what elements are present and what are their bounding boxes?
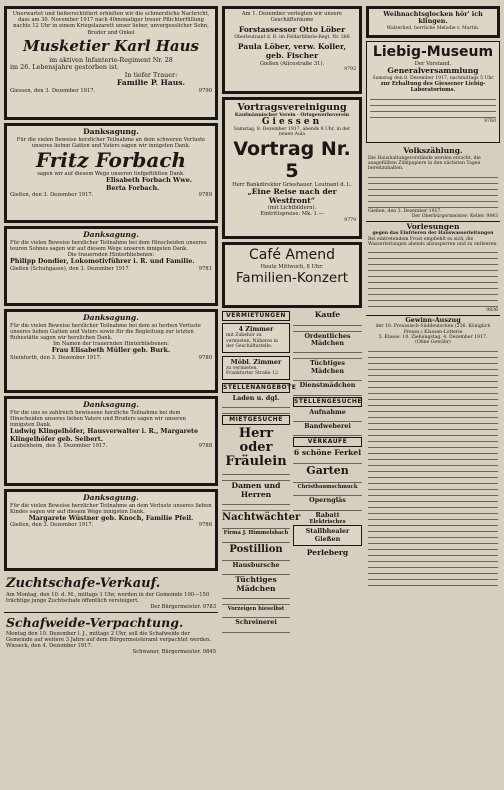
ad-name2: Paula Löber, verw. Koller, geb. Fischer bbox=[237, 42, 347, 60]
thanks-place-date: Gießen (Schuhgasse), den 3. Dezember 1917. 9781 bbox=[10, 265, 212, 272]
ad-code: 9792 bbox=[344, 66, 356, 72]
lecture-number: Vortrag Nr. 5 bbox=[233, 137, 351, 182]
xmas-title: Weihnachtsglocken hör' ich klingen. bbox=[383, 10, 483, 26]
classified-title: Möbl. Zimmer bbox=[230, 357, 282, 366]
section-header-wanted: MIETGESUCHE bbox=[222, 415, 290, 425]
ad-xmas-bells bbox=[366, 6, 500, 38]
classified-bandweberei: Bandweberei bbox=[304, 422, 351, 431]
ad-firm: Forstassessor Otto Löber bbox=[238, 25, 346, 35]
thanks-place-date: Laubenheim, den 3. Dezember 1917. 9788 bbox=[10, 443, 212, 450]
text-lines bbox=[293, 348, 362, 359]
museum-title: Liebig-Museum bbox=[372, 44, 494, 60]
obituary-age: im 26. Lebensjahre gestorben ist. bbox=[10, 63, 119, 72]
notice-body: Montag den 10. Dezember l. J., mittags 2 Uhr, soll die Schafweide der Gemeinde auf weitere 3 Jahre auf dem Bürgermeisteramt verpachtet werden. bbox=[6, 630, 211, 643]
classified-nachtwaechter: Nachtwächter bbox=[222, 512, 301, 524]
ad-line: Am 1. Dezember verlegten wir unsere Geschäftsräume bbox=[241, 11, 343, 24]
notice-title: Vorlesungen bbox=[406, 221, 460, 231]
lecture-tickets: Eintrittspreise: Mk. 1.— bbox=[260, 211, 324, 218]
notice-title: Schafweide-Verpachtung. bbox=[6, 614, 184, 630]
thanks-title: Danksagung. bbox=[83, 313, 139, 322]
ad-liebig-museum bbox=[366, 41, 500, 143]
notice-zuchtschafe bbox=[4, 574, 218, 612]
cafe-name: Café Amend bbox=[249, 247, 335, 263]
classified-garten: Garten bbox=[306, 464, 349, 478]
lecture-date: Samstag, 8. Dezember 1917, abends 8 Uhr, in der neuen Aula bbox=[233, 127, 351, 138]
ad-sub: Oberleutnant d. R. im Feldartillerie-Regt. Nr. 266 bbox=[234, 35, 350, 40]
text-lines bbox=[222, 594, 290, 605]
lottery-results bbox=[366, 315, 500, 588]
notice-signer: Schwaner, Bürgermeister. 9845 bbox=[132, 649, 216, 656]
notice-wasserleitungen bbox=[366, 221, 500, 315]
classified-damen: Damen und Herren bbox=[231, 481, 281, 499]
classified-firma: Firma J. Himmelsbach bbox=[223, 530, 289, 537]
thanks-dondier bbox=[4, 226, 218, 306]
notice-body: Am Montag, den 10. d. M., mittags 1 Uhr, werden in der Gemeinde 100—150 trächtige junge Zuchtschafe öffentlich versteigert. bbox=[6, 592, 210, 605]
classified-aufnahme: Aufnahme bbox=[309, 407, 346, 416]
column-death-notices bbox=[4, 6, 218, 784]
cafe-event: Familien-Konzert bbox=[235, 270, 349, 287]
classified-4-rooms bbox=[222, 323, 290, 353]
museum-code: 9760 bbox=[484, 118, 496, 124]
section-header-sales: VERKÄUFE bbox=[293, 437, 362, 447]
thanks-place-date: Steinfurth, den 3. Dezember 1917. 9780 bbox=[10, 354, 212, 361]
thanks-wuestner bbox=[4, 489, 218, 571]
classifieds-left bbox=[222, 311, 301, 634]
thanks-signer: Philipp Dondier, Lokomotivführer i. R. und Familie. bbox=[10, 257, 195, 266]
ad-lecture bbox=[222, 97, 362, 239]
text-lines bbox=[293, 431, 362, 436]
text-lines bbox=[222, 628, 290, 633]
thanks-mueller bbox=[4, 309, 218, 393]
notice-body: Bei eintretendem Frost empfiehlt es sich, die Wasserleitungen abends abzusperren und zu entleeren. bbox=[368, 236, 498, 248]
text-lines bbox=[293, 391, 362, 396]
obituary-mourning: In tiefer Trauer: bbox=[124, 70, 178, 79]
text-lines bbox=[293, 478, 362, 483]
thanks-title: Danksagung. bbox=[83, 400, 139, 409]
thanks-place-date: Gießen, den 3. Dezember 1917. 9786 bbox=[10, 522, 212, 529]
obituary-family: Familie P. Haus. bbox=[116, 78, 186, 88]
notice-place-date: Wieseck, den 4. Dezember 1917. bbox=[6, 643, 93, 650]
classified-operngläs: Operngläs bbox=[309, 496, 346, 505]
thanks-body: Für die uns so zahlreich bewiesene herzliche Teilnahme bei dem Hinscheiden unseres lieben Vaters und Bruders sagen wir unseren innigsten Dank. bbox=[10, 409, 187, 428]
classified-body: mit Zubehör zu vermieten. Näheres in der Geschäftsstelle. bbox=[226, 333, 279, 350]
classified-kaufe: Kaufe bbox=[314, 310, 341, 319]
text-lines bbox=[370, 95, 496, 118]
thanks-forbach bbox=[4, 123, 218, 223]
thanks-body: Für die vielen Beweise herzlicher Teilnahme bei dem so herben Verluste unseres lieben Gatten und Vaters sowie für die Begleitung zur letzten Ruhestätte sagen wir herzlichen Dank. bbox=[10, 322, 201, 341]
classified-title: 4 Zimmer bbox=[238, 325, 274, 333]
text-lines bbox=[222, 470, 290, 481]
classified-postillon: Postillion bbox=[229, 543, 283, 555]
text-lines bbox=[222, 500, 290, 511]
classified-dienstmaedchen: Dienstmädchen bbox=[299, 381, 356, 390]
lecture-subtitle: Kaufmännischer Verein · Ortsgewerbeverein bbox=[234, 113, 350, 118]
notice-place-date: Gießen, den 3. Dezember 1917. bbox=[368, 208, 442, 214]
section-header-seeking: STELLENGESUCHE bbox=[294, 397, 363, 405]
classified-elektrisches: Elektrisches bbox=[309, 519, 346, 526]
museum-event: Generalversammlung bbox=[387, 66, 479, 76]
notice-schafweide bbox=[4, 612, 218, 657]
classifieds-right bbox=[293, 311, 362, 634]
lottery-note: (Ohne Gewähr) bbox=[415, 340, 451, 346]
classifieds bbox=[222, 311, 362, 634]
thanks-klingelhoefer bbox=[4, 396, 218, 486]
text-lines bbox=[293, 321, 362, 332]
classified-ordentliches-maedchen: Ordentliches Mädchen bbox=[304, 331, 351, 347]
lottery-sub: der 10. Preussisch-Süddeutschen (236. Königlich Preuss.) Klassen-Lotterie bbox=[375, 324, 491, 335]
lottery-number-lines bbox=[368, 347, 498, 586]
classified-title: Stallbhealer Gießen bbox=[305, 527, 350, 543]
ad-place: Gießen (Alicestraße 31). bbox=[259, 60, 325, 67]
obituary-intro: Unerwartet und tiefeerschüttert erhielten wir die schmerzliche Nachricht, dass am 30. November 1917 nach 40monatiger treuer Pflichterfüllung nachts 12 Uhr in einem Kriegslazarett unser lieber, unvergesslicher Sohn, Bruder und Onkel bbox=[12, 11, 210, 36]
classified-ferkel: 6 schöne Ferkel bbox=[293, 448, 362, 458]
notice-title: Zuchtschafe-Verkauf. bbox=[6, 576, 161, 591]
ad-cafe-amend bbox=[222, 242, 362, 308]
obituary-karl-haus bbox=[4, 6, 218, 120]
lecture-code: 9779 bbox=[344, 217, 356, 223]
museum-agenda: zur Erhaltung des Giessener Liebig-Laboratoriums. bbox=[380, 81, 486, 94]
thanks-body: Für die vielen Beweise herzlicher Teilnahme bei dem Hinscheiden unseres teuren Sohnes sagen wir auf diesem Wege unseren innigsten Dank. bbox=[10, 239, 207, 252]
classified-body: zu vermieten. Frankfurter Straße 12. bbox=[226, 366, 280, 377]
text-lines bbox=[293, 506, 362, 511]
text-lines bbox=[368, 173, 498, 208]
classified-rabatt: Rabatt bbox=[315, 510, 340, 519]
thanks-signer2: Berta Forbach. bbox=[106, 183, 160, 192]
thanks-signer: Margarete Wüstner geb. Knoch, Familie Pfeil. bbox=[28, 514, 194, 522]
lottery-date: 5. Klasse. 10. Ziehungstag. 4. Dezember 1917. bbox=[378, 335, 488, 341]
lottery-title: Gewinn-Auszug bbox=[405, 315, 461, 324]
classified-hausbursche: Hausbursche bbox=[232, 560, 280, 569]
classified-schreinerei: Schreinerei bbox=[235, 618, 277, 627]
lecture-theme: „Eine Reise nach der Westfront“ bbox=[247, 187, 337, 205]
thanks-signer1: Elisabeth Forbach Wwe. bbox=[106, 176, 192, 185]
notice-body: Die Haushaltungsvorstände werden ersucht, die ausgefüllten Zählpapiere in den nächsten Tagen bereitzuhalten. bbox=[368, 155, 481, 172]
notice-title: Volkszählung. bbox=[403, 146, 463, 155]
thanks-signer: Frau Elisabeth Müller geb. Burk. bbox=[51, 346, 171, 355]
obituary-name: Musketier Karl Haus bbox=[22, 36, 199, 55]
classified-vorzeigen: Vorzeigen hieselbst bbox=[227, 606, 285, 613]
text-lines bbox=[222, 524, 290, 529]
classified-stallbhealer bbox=[293, 525, 362, 546]
museum-date: Samstag den 8. Dezember 1917, nachmittags 5 Uhr bbox=[372, 75, 494, 81]
thanks-title: Danksagung. bbox=[83, 127, 139, 136]
text-lines bbox=[368, 248, 498, 307]
section-header-rentals: VERMIETUNGEN bbox=[222, 311, 290, 321]
notice-volkszaehlung bbox=[366, 146, 500, 221]
thanks-intro: Für die vielen Beweise herzlicher Teilnahme an dem schweren Verluste unseres lieben Gatten und Vaters sagen wir innigsten Dank. bbox=[16, 136, 206, 149]
text-lines bbox=[222, 403, 290, 414]
thanks-title: Danksagung. bbox=[83, 230, 139, 239]
column-events bbox=[222, 6, 362, 784]
notice-sub: gegen das Einfrieren der Hauswasserleitungen bbox=[372, 231, 494, 237]
text-lines bbox=[222, 556, 290, 561]
cafe-date: Heute Mittwoch, 8 Uhr: bbox=[260, 264, 324, 270]
notice-code: 9836 bbox=[486, 308, 498, 314]
thanks-signer-label: Im Namen der trauernden Hinterbliebenen: bbox=[53, 341, 169, 348]
column-announcements bbox=[366, 6, 500, 784]
ad-loeber bbox=[222, 6, 362, 94]
classified-christbaumschmuck: Christbaumschmuck bbox=[297, 484, 358, 491]
obituary-detail: im aktiven Infanterie-Regiment Nr. 28 bbox=[49, 55, 173, 64]
classified-laden: Laden u. dgl. bbox=[232, 393, 280, 402]
thanks-body: Für die vielen Beweise herzlicher Teilnahme an dem Verluste unseres lieben Kindes sagen wir auf diesem Wege innigsten Dank. bbox=[10, 502, 212, 515]
thanks-signer-label: Die trauernden Hinterbliebenen: bbox=[67, 252, 155, 258]
classified-perleberg: Perleberg bbox=[306, 548, 349, 558]
lecture-title: Vortragsvereinigung bbox=[237, 102, 347, 113]
lecture-city: Giessen bbox=[261, 117, 323, 128]
classified-furnished-room bbox=[222, 356, 290, 380]
xmas-sub: Walzerlied, herrliche Melodie v. Martin. bbox=[386, 25, 480, 31]
thanks-signer: Ludwig Klingelhöfer, Hausverwalter i. R., Margarete Klingelhöfer geb. Seibert. bbox=[10, 427, 199, 443]
classified-tuechtiges-maedchen: Tüchtiges Mädchen bbox=[235, 575, 277, 593]
lecture-speaker: Herr Bankdirektor Grieshauer, Leutnant d. L. bbox=[232, 181, 352, 188]
notice-signer: Der Oberbürgermeister: Keller. 9843 bbox=[411, 214, 498, 220]
classified-herr-fraeulein: Herr oder Fräulein bbox=[225, 426, 287, 470]
lecture-extra: (mit Lichtbildern). bbox=[267, 205, 317, 212]
obituary-place-date: Giessen, den 3. Dezember 1917. 9790 bbox=[10, 87, 212, 94]
thanks-title: Danksagung. bbox=[83, 493, 139, 502]
museum-sub: Der Vorstand. bbox=[414, 61, 452, 67]
thanks-body: sagen wir auf diesem Wege unseren tiefgefühlten Dank. bbox=[37, 171, 185, 177]
text-lines bbox=[222, 538, 290, 543]
thanks-place-date: Gießen, den 3. Dezember 1917. 9789 bbox=[10, 192, 212, 199]
section-header-jobs: STELLENANGEBOTE bbox=[223, 383, 297, 391]
thanks-name: Fritz Forbach bbox=[35, 148, 187, 172]
notice-signer: Der Bürgermeister. 9783 bbox=[150, 604, 216, 611]
classified-tuechtiges-maedchen-2: Tüchtiges Mädchen bbox=[310, 359, 345, 375]
